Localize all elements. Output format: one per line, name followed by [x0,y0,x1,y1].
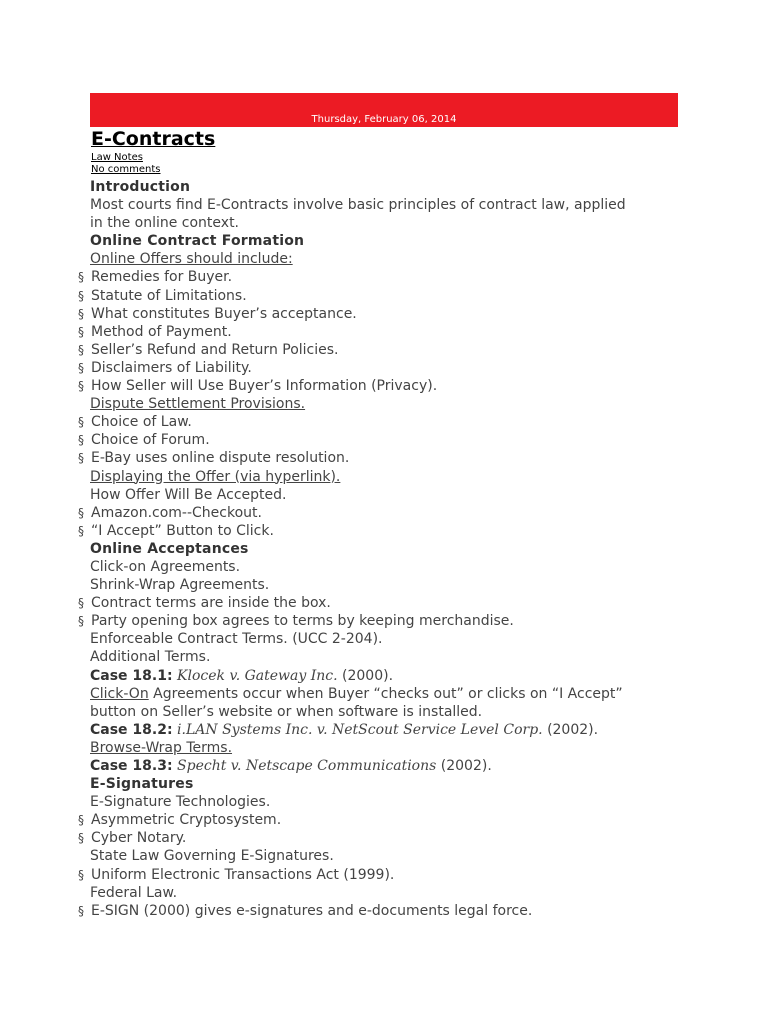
list-item-text: E-SIGN (2000) gives e-signatures and e-documents legal force. [91,902,533,919]
section-bullet-icon: § [78,342,84,357]
subheading-link[interactable]: Browse-Wrap Terms. [90,739,233,756]
case-line [78,721,718,739]
list-item [78,811,718,829]
case-year: (2002). [440,758,492,774]
paragraph-line: Shrink-Wrap Agreements. [90,577,270,594]
list-item [78,504,718,522]
section-bullet-icon: § [78,306,84,321]
case-label: Case 18.1: [90,667,173,684]
list-item-text: Amazon.com--Checkout. [91,504,262,521]
section-bullet-icon: § [78,451,84,466]
list-item-text: Cyber Notary. [91,830,187,847]
list-item [78,866,718,884]
list-item-text: Statute of Limitations. [91,287,247,304]
list-item [78,377,718,395]
subheading-link[interactable]: Displaying the Offer (via hyperlink). [90,468,341,485]
section-bullet-icon: § [78,596,84,611]
paragraph-line [78,685,718,703]
section-bullet-icon: § [78,433,84,448]
post-title[interactable]: E-Contracts [91,128,216,150]
click-on-link[interactable]: Click-On [90,685,149,702]
paragraph-line: Federal Law. [90,884,178,901]
section-bullet-icon: § [78,270,84,285]
case-label: Case 18.3: [90,758,173,774]
case-year: (2002). [547,721,599,738]
post-date: Thursday, February 06, 2014 [311,114,457,125]
section-heading: Introduction [90,179,191,195]
section-bullet-icon: § [78,831,84,846]
list-item [78,305,718,323]
subheading-link[interactable]: Dispute Settlement Provisions. [90,396,306,413]
paragraph-text: Agreements occur when Buyer “checks out” or clicks on “I Accept” [148,685,623,702]
list-item-text: What constitutes Buyer’s acceptance. [91,305,357,322]
list-item-text: Remedies for Buyer. [91,269,233,286]
case-name: Specht v. Netscape Communications [177,758,437,774]
section-heading: E-Signatures [90,776,194,793]
case-name: Klocek v. Gateway Inc. [177,667,338,684]
section-bullet-icon: § [78,813,84,828]
list-item [78,902,718,920]
list-item-text: Seller’s Refund and Return Policies. [91,341,339,358]
case-name: i.LAN Systems Inc. v. NetScout Service Level Corp. [177,721,543,738]
section-heading: Online Contract Formation [90,233,305,250]
paragraph-line: Additional Terms. [90,649,211,666]
list-item [78,594,718,612]
paragraph-line: Click-on Agreements. [90,558,241,575]
post-body [78,178,718,920]
list-item-text: Asymmetric Cryptosystem. [91,812,282,829]
list-item-text: Choice of Law. [91,414,192,431]
list-item [78,449,718,467]
list-item-text: Disclaimers of Liability. [91,359,252,376]
date-banner [90,93,678,127]
list-item [78,341,718,359]
paragraph-line: State Law Governing E-Signatures. [90,848,334,865]
case-label: Case 18.2: [90,721,173,738]
paragraph-line: button on Seller’s website or when software is installed. [90,703,483,720]
section-bullet-icon: § [78,523,84,538]
section-heading: Online Acceptances [90,540,249,557]
comments-link[interactable]: No comments [91,164,161,175]
list-item [78,323,718,341]
case-year: (2000). [342,667,394,684]
list-item [78,268,718,286]
label-link[interactable]: Law Notes [91,152,143,163]
paragraph-line: E-Signature Technologies. [90,794,271,811]
list-item-text: Choice of Forum. [91,432,210,449]
section-bullet-icon: § [78,288,84,303]
list-item [78,287,718,305]
list-item-text: Party opening box agrees to terms by keeping merchandise. [91,613,514,630]
case-line [78,667,718,685]
case-line [78,757,718,775]
section-bullet-icon: § [78,614,84,629]
paragraph-line: How Offer Will Be Accepted. [90,486,287,503]
section-bullet-icon: § [78,505,84,520]
list-item-text: Method of Payment. [91,323,232,340]
section-bullet-icon: § [78,903,84,918]
list-item [78,413,718,431]
list-item-text: Uniform Electronic Transactions Act (1999). [91,866,395,883]
section-bullet-icon: § [78,360,84,375]
section-bullet-icon: § [78,415,84,430]
section-bullet-icon: § [78,324,84,339]
paragraph-line: Enforceable Contract Terms. (UCC 2-204). [90,631,383,648]
list-item-text: E-Bay uses online dispute resolution. [91,450,350,467]
section-bullet-icon: § [78,379,84,394]
list-item-text: Contract terms are inside the box. [91,595,331,612]
subheading-link[interactable]: Online Offers should include: [90,251,293,268]
section-bullet-icon: § [78,867,84,882]
list-item [78,359,718,377]
list-item [78,431,718,449]
list-item-text: “I Accept” Button to Click. [91,522,274,539]
list-item [78,829,718,847]
list-item-text: How Seller will Use Buyer’s Information (Privacy). [91,378,438,395]
paragraph-line: in the online context. [90,215,240,232]
list-item [78,522,718,540]
list-item [78,612,718,630]
paragraph-line: Most courts find E-Contracts involve basic principles of contract law, applied [90,197,626,214]
